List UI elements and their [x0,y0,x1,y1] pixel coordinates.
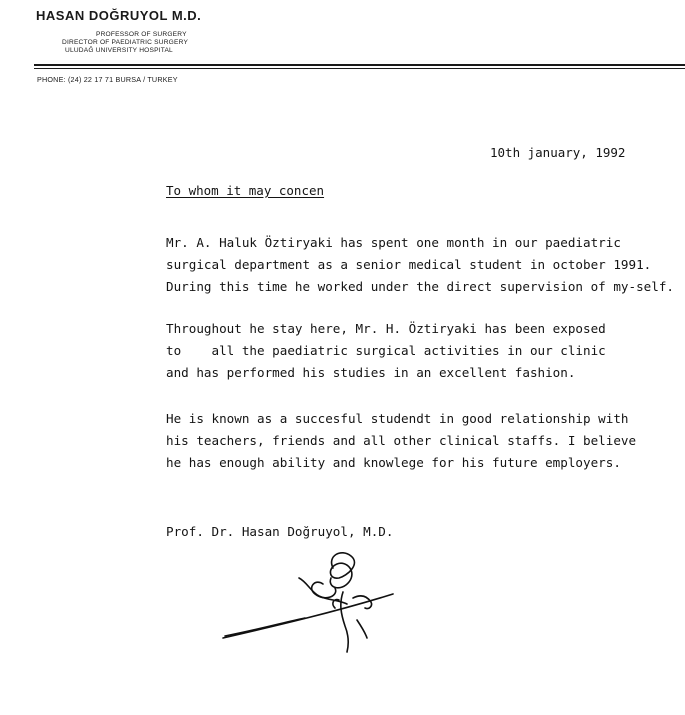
handwritten-signature [215,548,395,658]
letterhead-rule-thick [34,64,685,66]
letterhead-title-hospital: ULUDAĞ UNIVERSITY HOSPITAL [65,47,173,54]
paragraph-3 [166,408,636,474]
paragraph-line: surgical department as a senior medical student in october 1991. [166,257,652,272]
letterhead-title-director: DIRECTOR OF PAEDIATRIC SURGERY [62,39,189,46]
paragraph-line: to all the paediatric surgical activities in our clinic [166,343,606,358]
letterhead-name: HASAN DOĞRUYOL M.D. [36,8,202,23]
paragraph-line: Mr. A. Haluk Öztiryaki has spent one month in our paediatric [166,235,621,250]
letterhead-phone: PHONE: (24) 22 17 71 BURSA / TURKEY [37,75,178,84]
letterhead-title-professor: PROFESSOR OF SURGERY [96,31,187,38]
paragraph-line: Throughout he stay here, Mr. H. Öztiryaki has been exposed [166,321,606,336]
paragraph-line: He is known as a succesful studendt in good relationship with [166,411,629,426]
letter-date: 10th january, 1992 [490,145,626,160]
paragraph-line: his teachers, friends and all other clinical staffs. I believe [166,433,637,448]
paragraph-line: During this time he worked under the direct supervision of my-self. [166,279,674,294]
paragraph-1 [166,232,674,298]
letter-salutation: To whom it may concen [166,183,325,198]
letterhead-rule-thin [34,68,685,69]
paragraph-line: he has enough ability and knowlege for his future employers. [166,455,621,470]
paragraph-2 [166,318,606,384]
paragraph-line: and has performed his studies in an excellent fashion. [166,365,576,380]
signatory-name: Prof. Dr. Hasan Doğruyol, M.D. [166,524,394,539]
